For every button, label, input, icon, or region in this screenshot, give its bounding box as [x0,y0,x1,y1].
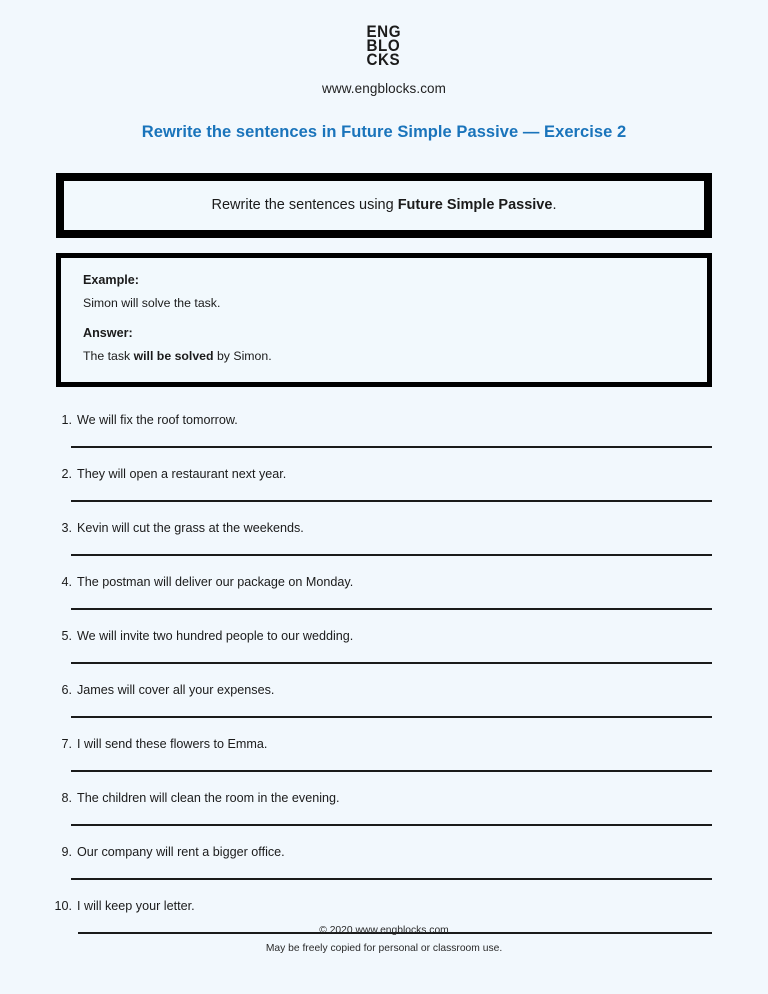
question-row [0,413,768,427]
question-text: I will keep your letter. [77,899,195,914]
question-number: 4. [61,575,72,590]
exercise-item [0,845,768,880]
question-row [0,791,768,805]
exercise-item [0,467,768,502]
question-number: 3. [61,521,72,536]
instruction-bold-term: Future Simple Passive [397,196,553,213]
exercise-item [0,629,768,664]
answer-label: Answer: [83,326,133,341]
answer-line[interactable] [71,716,712,718]
footer-copyright: © 2020 www.engblocks.com [319,924,449,936]
question-text: Our company will rent a bigger office. [77,845,285,860]
page-title: Rewrite the sentences in Future Simple Passive — Exercise 2 [141,122,627,141]
page-footer [0,922,768,958]
question-number: 9. [61,845,72,860]
page-header [0,0,768,96]
question-number: 10. [54,899,72,914]
answer-line[interactable] [71,662,712,664]
answer-line[interactable] [71,554,712,556]
footer-notice: May be freely copied for personal or classroom use. [265,942,503,954]
logo-line-1: ENG [366,23,402,41]
answer-line[interactable] [71,878,712,880]
question-number: 5. [61,629,72,644]
answer-line[interactable] [71,770,712,772]
example-label: Example: [83,272,139,287]
example-answer-bold: will be solved [133,349,214,364]
question-text: They will open a restaurant next year. [77,467,287,482]
question-row [0,575,768,589]
site-url: www.engblocks.com [322,80,446,96]
question-row [0,845,768,859]
exercise-item [0,737,768,772]
answer-line[interactable] [71,446,712,448]
example-answer-prefix: The task [83,349,134,364]
answer-line[interactable] [71,824,712,826]
question-text: I will send these flowers to Emma. [77,737,268,752]
example-sentence: Simon will solve the task. [83,295,221,310]
question-text: The postman will deliver our package on Monday. [77,575,354,590]
question-row [0,683,768,697]
logo-line-2: BLO [366,36,401,55]
question-row [0,521,768,535]
question-number: 6. [61,683,72,698]
question-number: 1. [61,413,72,428]
instruction-prefix: Rewrite the sentences using [211,196,398,213]
logo-line-3: CKS [366,50,401,69]
question-row [0,629,768,643]
example-answer [83,349,685,364]
question-text: The children will clean the room in the evening. [77,791,340,806]
answer-line[interactable] [71,608,712,610]
question-text: We will fix the roof tomorrow. [77,413,238,428]
exercise-item [0,791,768,826]
question-number: 8. [61,791,72,806]
question-number: 2. [61,467,72,482]
question-row [0,737,768,751]
question-text: We will invite two hundred people to our wedding. [77,629,354,644]
exercise-item [0,521,768,556]
question-text: James will cover all your expenses. [77,683,275,698]
example-answer-suffix: by Simon. [213,349,272,364]
instruction-box [56,173,712,238]
example-box [56,253,712,388]
question-row [0,467,768,481]
exercise-item [0,413,768,448]
question-number: 7. [61,737,72,752]
engblocks-logo [366,23,402,69]
exercise-item [0,575,768,610]
instruction-suffix: . [552,196,557,213]
question-text: Kevin will cut the grass at the weekends. [77,521,304,536]
question-row [0,899,768,913]
exercise-list [0,413,768,934]
exercise-item [0,683,768,718]
answer-line[interactable] [71,500,712,502]
